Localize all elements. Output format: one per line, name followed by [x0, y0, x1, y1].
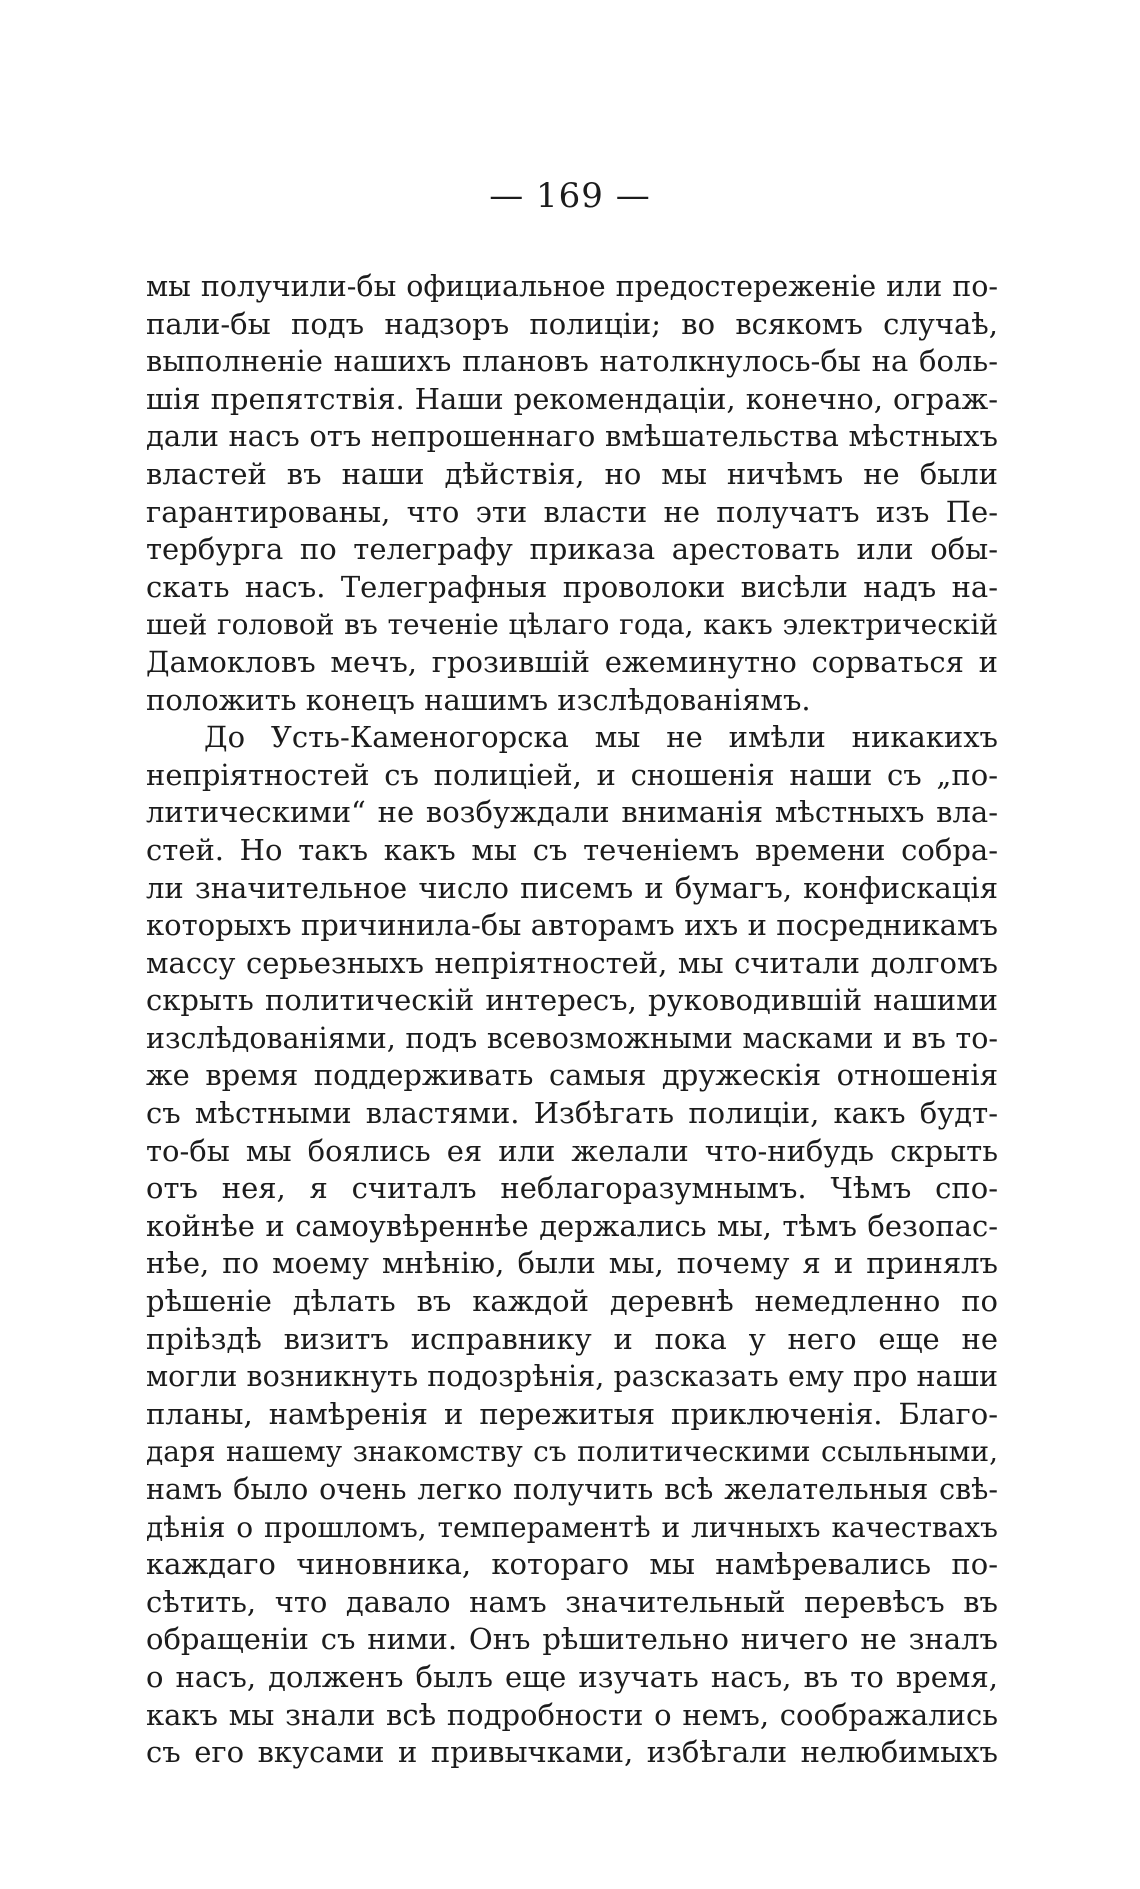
text-line: массу серьезныхъ непріятностей, мы считали долгомъ [146, 945, 998, 980]
text-line: съ мѣстными властями. Избѣгать полиціи, какъ будт- [146, 1096, 998, 1131]
text-line: дѣнія о прошломъ, темпераментѣ и личныхъ качествахъ [146, 1510, 998, 1544]
text-line: гарантированы, что эти власти не получатъ изъ Пе- [146, 494, 998, 529]
text-line: съ его вкусами и привычками, избѣгали нелюбимыхъ [146, 1735, 998, 1770]
body-text [146, 268, 998, 1772]
text-line: Дамокловъ мечъ, грозившій ежеминутно сорваться и [146, 644, 998, 679]
text-line: же время поддерживать самыя дружескія отношенія [146, 1058, 998, 1093]
paragraph-2 [146, 719, 998, 1772]
text-line: непріятностей съ полиціей, и сношенія наши съ „по- [146, 757, 998, 792]
text-line: какъ мы знали всѣ подробности о немъ, соображались [146, 1697, 998, 1732]
text-line: положить конецъ нашимъ изслѣдованіямъ. [146, 682, 811, 717]
text-line: отъ нея, я считалъ неблагоразумнымъ. Чѣмъ спо- [146, 1171, 998, 1206]
text-line: даря нашему знакомству съ политическими ссыльными, [146, 1435, 998, 1469]
text-line: изслѣдованіями, подъ всевозможными масками и въ то- [146, 1021, 998, 1055]
text-line: скать насъ. Телеграфныя проволоки висѣли надъ на- [146, 569, 998, 604]
text-line: властей въ наши дѣйствія, но мы ничѣмъ не были [146, 456, 998, 491]
text-line: могли возникнуть подозрѣнія, разсказать ему про наши [146, 1360, 998, 1394]
text-line: шей головой въ теченіе цѣлаго года, какъ электрическій [146, 608, 998, 642]
text-line: дали насъ отъ непрошеннаго вмѣшательства мѣстныхъ [146, 419, 998, 454]
text-line: литическими“ не возбуждали вниманія мѣстныхъ вла- [146, 795, 998, 830]
text-line: то-бы мы боялись ея или желали что-нибудь скрыть [146, 1133, 998, 1168]
text-line: которыхъ причинила-бы авторамъ ихъ и посредникамъ [146, 908, 998, 943]
text-line: До Усть-Каменогорска мы не имѣли никакихъ [204, 720, 998, 755]
text-line: намъ было очень легко получить всѣ желательныя свѣ- [146, 1473, 998, 1506]
text-line: стей. Но такъ какъ мы съ теченіемъ времени собра- [146, 832, 998, 867]
text-line: рѣшеніе дѣлать въ каждой деревнѣ немедленно по [146, 1284, 998, 1319]
page-number: — 169 — [489, 176, 651, 216]
text-line: скрыть политическій интересъ, руководившій нашими [146, 983, 998, 1018]
text-line: койнѣе и самоувѣреннѣе держались мы, тѣмъ безопас- [146, 1208, 998, 1243]
text-line: нѣе, по моему мнѣнію, были мы, почему я и принялъ [146, 1246, 998, 1281]
paragraph-1 [146, 268, 998, 719]
text-line: о насъ, долженъ былъ еще изучать насъ, въ то время, [146, 1659, 998, 1694]
text-line: мы получили-бы официальное предостереженіе или по- [146, 270, 998, 303]
text-line: каждаго чиновника, котораго мы намѣревались по- [146, 1547, 998, 1582]
text-line: обращеніи съ ними. Онъ рѣшительно ничего не зналъ [146, 1622, 998, 1657]
text-line: планы, намѣренія и пережитыя приключенія. Благо- [146, 1396, 998, 1431]
text-line: выполненіе нашихъ плановъ натолкнулось-бы на боль- [146, 344, 998, 379]
text-line: пріѣздѣ визитъ исправнику и пока у него еще не [146, 1321, 998, 1356]
text-line: ли значительное число писемъ и бумагъ, конфискація [146, 870, 998, 905]
text-line: сѣтить, что давало намъ значительный перевѣсъ въ [146, 1584, 998, 1619]
text-line: пали-бы подъ надзоръ полиціи; во всякомъ случаѣ, [146, 306, 998, 341]
text-line: шія препятствія. Наши рекомендаціи, конечно, ограж- [146, 381, 998, 416]
text-line: тербурга по телеграфу приказа арестовать или обы- [146, 532, 998, 567]
